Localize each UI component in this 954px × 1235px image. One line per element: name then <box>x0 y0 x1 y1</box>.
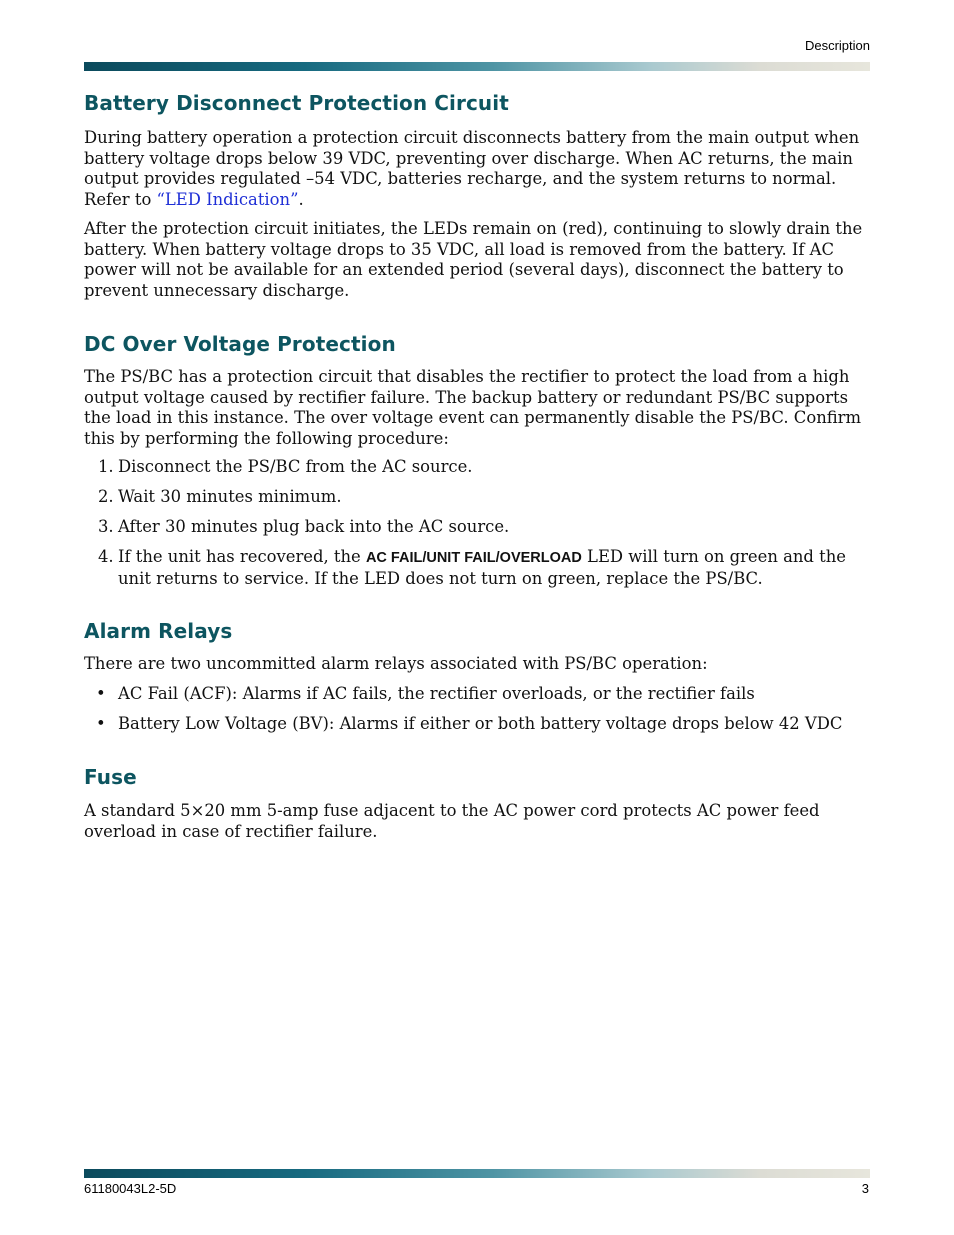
step-text: After 30 minutes plug back into the AC source. <box>118 517 510 536</box>
list-item <box>84 714 870 735</box>
alarm-paragraph-1: There are two uncommitted alarm relays associated with PS/BC operation: <box>84 654 708 673</box>
heading-alarm-relays: Alarm Relays <box>84 619 233 643</box>
heading-fuse: Fuse <box>84 765 137 789</box>
step-text: Disconnect the PS/BC from the AC source. <box>118 457 473 476</box>
step-number: 3. <box>98 517 114 536</box>
document-number: 61180043L2-5D <box>84 1181 177 1196</box>
led-name: AC FAIL/UNIT FAIL/OVERLOAD <box>365 550 582 566</box>
battery-paragraph-1-text: During battery operation a protection circuit disconnects battery from the main output when battery voltage drops below 39 VDC, preventing over discharge. When AC returns, the main output provides regulated –54 VDC, batteries recharge, and the system returns to normal. Refer to <box>84 128 860 209</box>
list-item-text: AC Fail (ACF): Alarms if AC fails, the rectifier overloads, or the rectifier fails <box>118 683 755 703</box>
step-text: Wait 30 minutes minimum. <box>118 487 342 506</box>
dc-over-paragraph-1: The PS/BC has a protection circuit that disables the rectifier to protect the load from a high output voltage caused by rectifier failure. The backup battery or redundant PS/BC supports the load in this instance. The over voltage event can permanently disable the PS/BC. Confirm this by performing the following procedure: <box>84 367 862 448</box>
battery-paragraph-2: After the protection circuit initiates, the LEDs remain on (red), continuing to slowly drain the battery. When battery voltage drops to 35 VDC, all load is removed from the battery. If AC power will not be available for an extended period (several days), disconnect the battery to prevent unnecessary discharge. <box>84 219 863 300</box>
fuse-paragraph: A standard 5×20 mm 5-amp fuse adjacent to the AC power cord protects AC power feed overload in case of rectifier failure. <box>84 801 820 841</box>
footer-rule <box>84 1169 870 1178</box>
led-indication-link[interactable]: “LED Indication” <box>156 189 299 209</box>
battery-paragraph-1-end: . <box>298 189 304 209</box>
list-item <box>84 684 870 705</box>
step-number: 4. <box>98 547 114 566</box>
step-number: 1. <box>98 457 114 476</box>
procedure-step <box>84 547 870 589</box>
page-number: 3 <box>861 1181 869 1196</box>
bullet-icon: • <box>96 713 106 733</box>
step-text-post: LED will turn on green and the unit returns to service. If the LED does not turn on green, replace the PS/BC. <box>118 547 846 588</box>
bullet-icon: • <box>96 683 106 703</box>
alarm-relay-list <box>84 684 870 735</box>
step-text-pre: If the unit has recovered, the <box>118 547 366 566</box>
heading-dc-over-voltage: DC Over Voltage Protection <box>84 332 396 356</box>
battery-paragraph-1 <box>84 128 870 210</box>
step-number: 2. <box>98 487 114 506</box>
procedure-step <box>84 457 870 478</box>
procedure-list <box>84 457 870 589</box>
header-rule <box>84 62 870 71</box>
list-item-text: Battery Low Voltage (BV): Alarms if either or both battery voltage drops below 42 VDC <box>118 713 843 733</box>
heading-battery-disconnect: Battery Disconnect Protection Circuit <box>84 91 509 115</box>
page-content <box>84 90 870 842</box>
procedure-step <box>84 517 870 538</box>
running-header: Description <box>804 38 870 53</box>
procedure-step <box>84 487 870 508</box>
